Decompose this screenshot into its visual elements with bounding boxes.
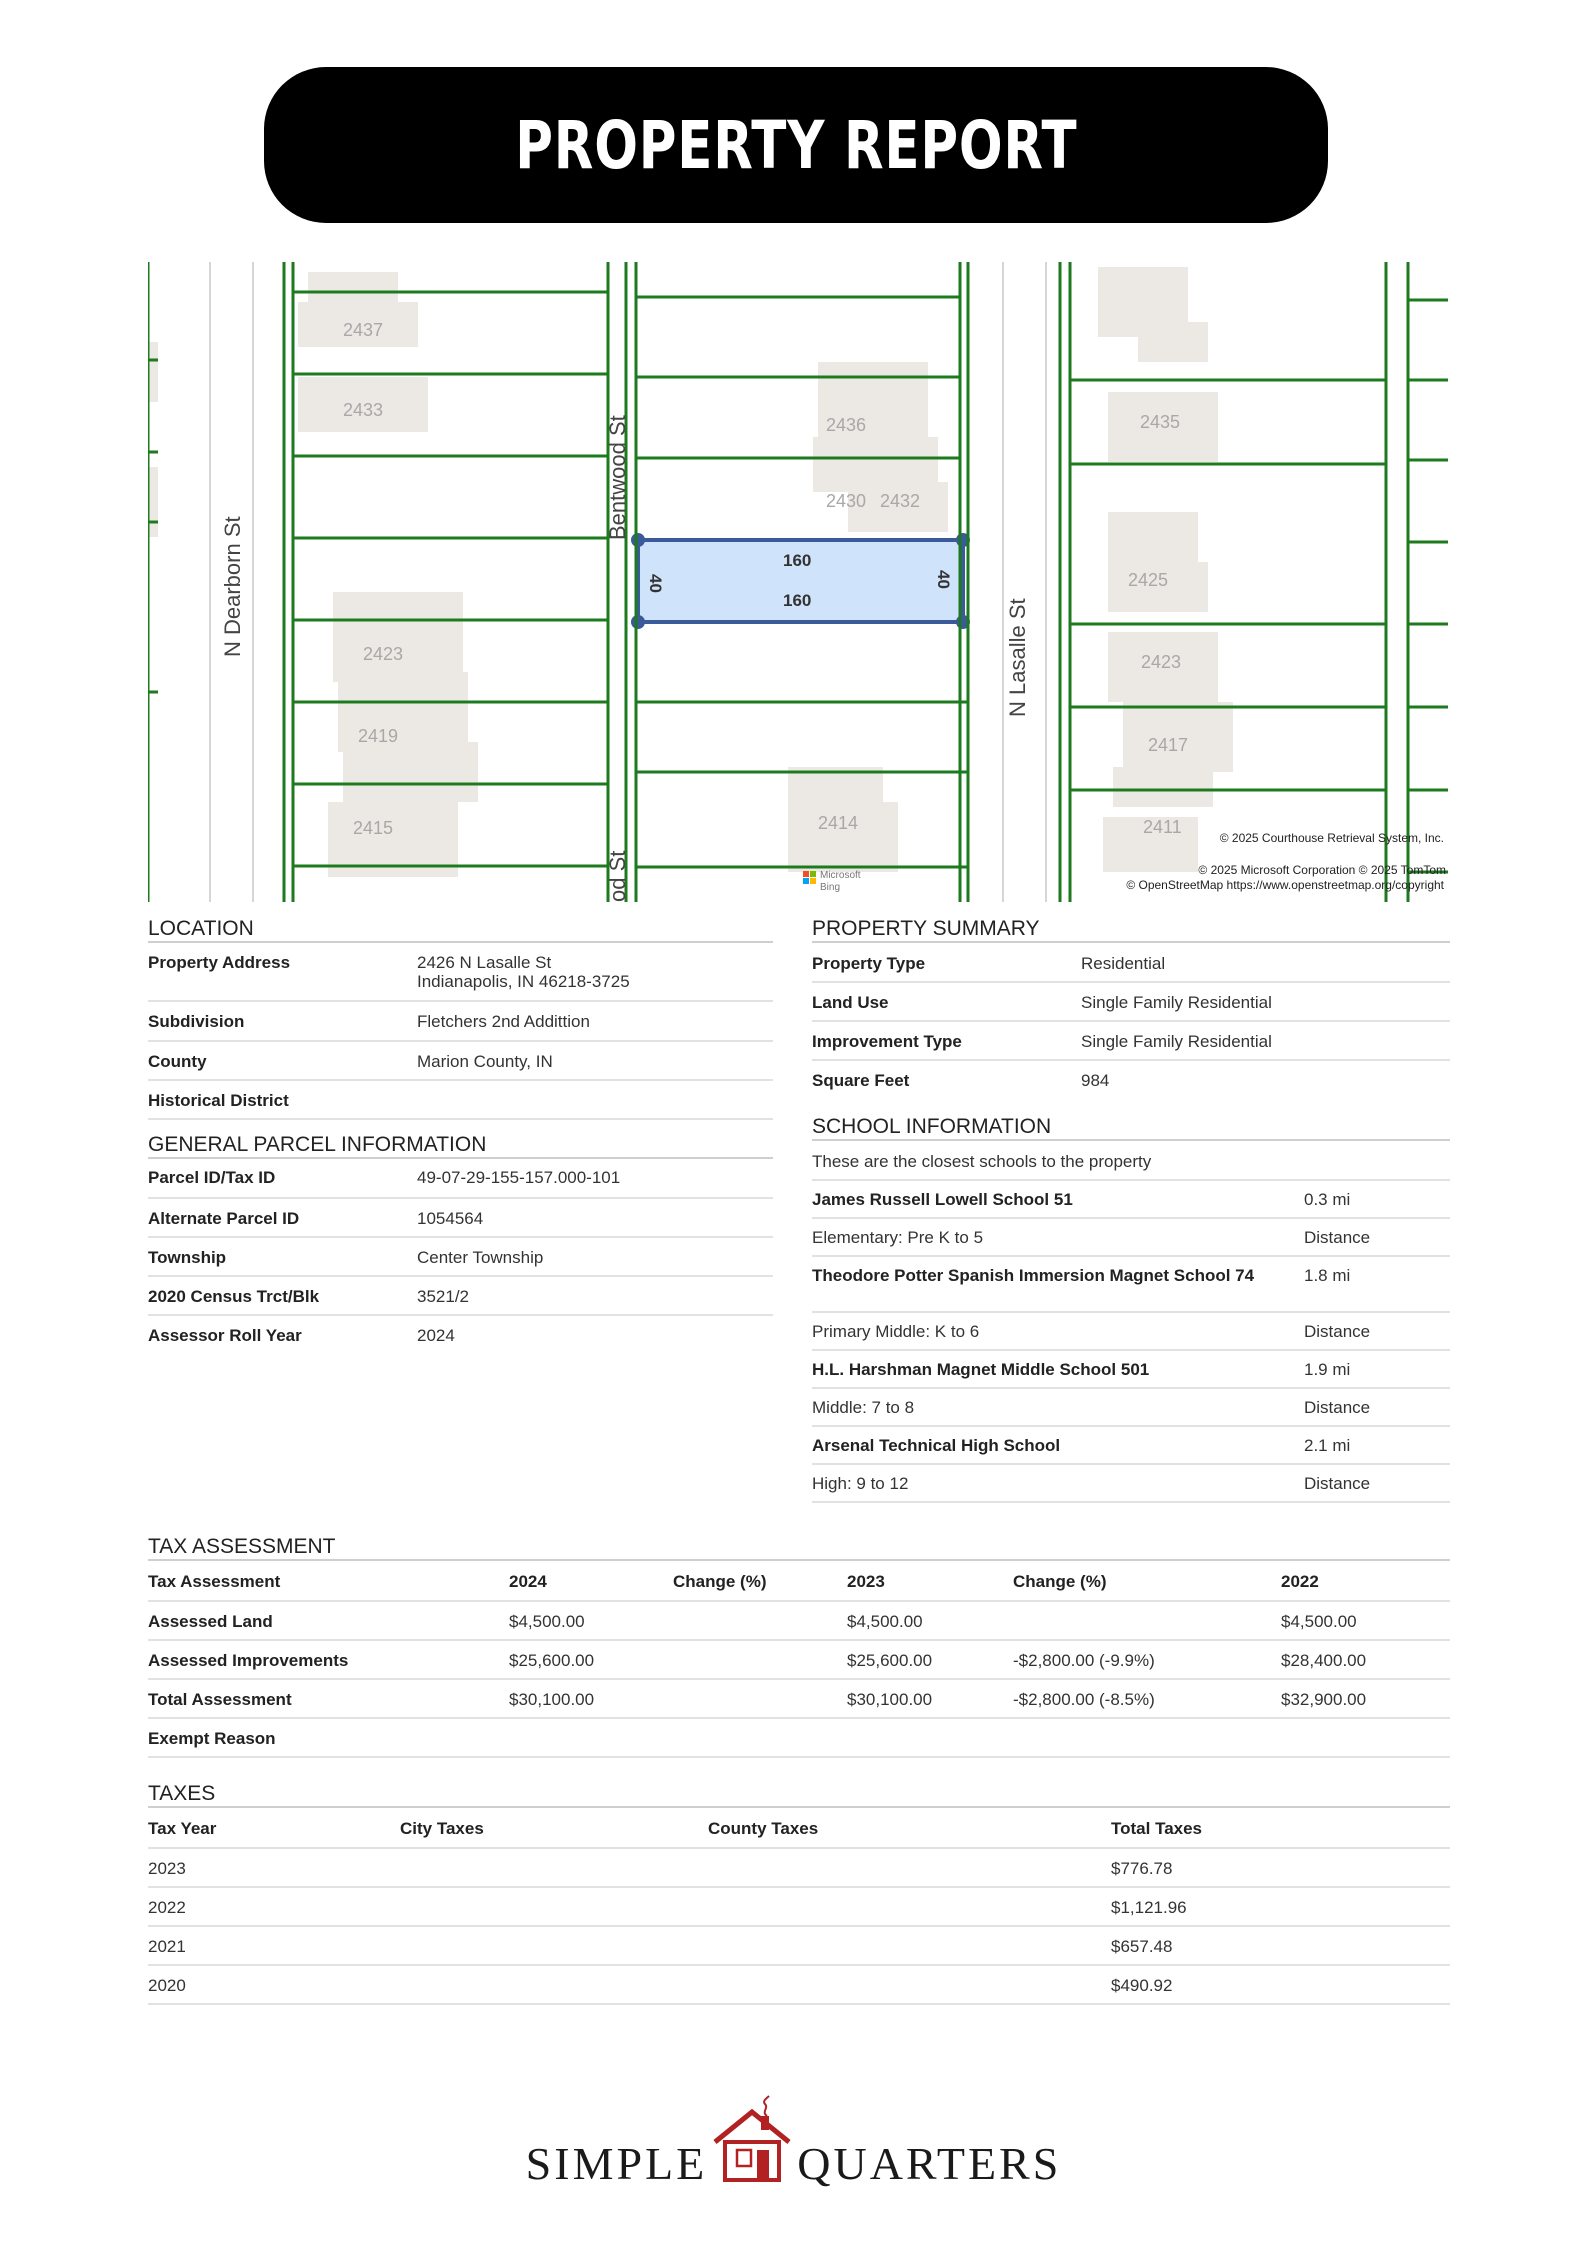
report-title: PROPERTY REPORT	[514, 106, 1078, 184]
row-label: Exempt Reason	[148, 1729, 276, 1748]
house-number: 2417	[1148, 735, 1189, 755]
parcel-vertex	[631, 533, 645, 547]
house-number: 2415	[353, 818, 394, 838]
taxes-title: TAXES	[148, 1782, 216, 1805]
parcel-title: GENERAL PARCEL INFORMATION	[148, 1133, 487, 1156]
school-distance: 2.1 mi	[1304, 1436, 1351, 1455]
school-grade-row	[812, 1389, 1450, 1427]
address-line-2: Indianapolis, IN 46218-3725	[417, 972, 630, 991]
lot-dim-bottom: 160	[783, 591, 812, 610]
map-provider-sub: Bing	[820, 882, 841, 893]
cell: $25,600.00	[509, 1651, 595, 1670]
door	[757, 2150, 769, 2180]
column-header: Tax Year	[148, 1819, 217, 1838]
distance-label: Distance	[1304, 1322, 1371, 1341]
summary-table	[812, 945, 1450, 1100]
cell: $25,600.00	[847, 1651, 933, 1670]
row-label: Improvement Type	[812, 1032, 962, 1051]
cell: -$2,800.00 (-9.9%)	[1013, 1651, 1155, 1670]
microsoft-logo-icon	[803, 871, 816, 884]
row-label: Township	[148, 1248, 227, 1267]
schools-title: SCHOOL INFORMATION	[812, 1115, 1052, 1138]
school-name: Arsenal Technical High School	[812, 1436, 1061, 1455]
school-name: H.L. Harshman Magnet Middle School 501	[812, 1360, 1150, 1379]
street-label-dearborn: N Dearborn St	[220, 516, 245, 657]
table-row	[148, 1160, 773, 1199]
column-header: 2022	[1281, 1572, 1319, 1591]
report-banner	[264, 67, 1328, 223]
row-value: 2024	[417, 1326, 455, 1345]
location-table	[148, 945, 773, 1120]
lot-dim-left: 40	[646, 574, 665, 593]
section-rule	[148, 941, 773, 943]
table-row	[148, 1042, 773, 1081]
table-header-row	[148, 1563, 1450, 1602]
house-number: 2432	[880, 491, 921, 511]
cell: $490.92	[1111, 1976, 1173, 1995]
house-number: 2423	[1141, 652, 1182, 672]
row-value: 1054564	[417, 1209, 484, 1228]
row-value: 984	[1081, 1071, 1110, 1090]
table-row	[148, 1641, 1450, 1680]
row-value: Residential	[1081, 954, 1166, 973]
attribution-line: © 2025 Courthouse Retrieval System, Inc.	[1219, 831, 1444, 845]
parcel-map[interactable]	[148, 262, 1448, 902]
logo-square	[810, 871, 816, 877]
row-value: Single Family Residential	[1081, 1032, 1272, 1051]
tax-assessment-table	[148, 1563, 1450, 1758]
row-value: Fletchers 2nd Addittion	[417, 1012, 590, 1031]
cell: $4,500.00	[509, 1612, 585, 1631]
column-header: Total Taxes	[1111, 1819, 1203, 1838]
window	[737, 2150, 751, 2166]
row-label: Parcel ID/Tax ID	[148, 1168, 276, 1187]
school-distance: 0.3 mi	[1304, 1190, 1351, 1209]
row-value	[417, 953, 630, 991]
table-row	[148, 1602, 1450, 1641]
cell: $657.48	[1111, 1937, 1173, 1956]
street-label-lasalle: N Lasalle St	[1005, 598, 1030, 717]
section-rule	[148, 1157, 773, 1159]
table-row	[812, 1022, 1450, 1061]
row-value: 49-07-29-155-157.000-101	[417, 1168, 621, 1187]
house-number: 2411	[1143, 817, 1182, 837]
cell: $1,121.96	[1111, 1898, 1187, 1917]
table-row	[812, 1061, 1450, 1100]
chimney-smoke	[764, 2096, 769, 2116]
column-header: County Taxes	[708, 1819, 819, 1838]
parcel-table	[148, 1160, 773, 1355]
cell: $28,400.00	[1281, 1651, 1367, 1670]
cell: $4,500.00	[847, 1612, 923, 1631]
attribution-line: © OpenStreetMap https://www.openstreetmap.org/copyright	[1126, 878, 1444, 892]
building	[333, 592, 463, 682]
distance-label: Distance	[1304, 1228, 1371, 1247]
school-grade: Elementary: Pre K to 5	[812, 1228, 984, 1247]
attribution-line: © 2025 Microsoft Corporation © 2025 TomTom	[1198, 863, 1446, 877]
summary-title: PROPERTY SUMMARY	[812, 917, 1040, 940]
street-label-bentwood: Bentwood St	[605, 415, 630, 540]
table-row	[148, 1316, 773, 1355]
column-header: 2024	[509, 1572, 547, 1591]
row-label: Alternate Parcel ID	[148, 1209, 300, 1228]
table-header-row	[148, 1810, 1450, 1849]
school-name-row	[812, 1427, 1450, 1465]
house-number: 2425	[1128, 570, 1169, 590]
table-row	[148, 1966, 1450, 2005]
cell: $30,100.00	[847, 1690, 933, 1709]
brand-word-left: SIMPLE	[525, 2138, 708, 2189]
tax-assessment-title: TAX ASSESSMENT	[148, 1535, 336, 1558]
school-name-row	[812, 1351, 1450, 1389]
cell: 2023	[148, 1859, 186, 1878]
house-number: 2433	[343, 400, 384, 420]
school-grade-row	[812, 1219, 1450, 1257]
school-name-row	[812, 1181, 1450, 1219]
row-label: Subdivision	[148, 1012, 245, 1031]
building	[343, 742, 478, 802]
building	[1138, 322, 1208, 362]
lot-dim-right: 40	[934, 570, 953, 589]
table-row	[148, 1888, 1450, 1927]
address-line-1: 2426 N Lasalle St	[417, 953, 552, 972]
section-rule	[812, 1139, 1450, 1141]
table-row	[148, 1277, 773, 1316]
school-distance: 1.9 mi	[1304, 1360, 1351, 1379]
school-distance: 1.8 mi	[1304, 1266, 1351, 1285]
column-header: Tax Assessment	[148, 1572, 281, 1591]
table-row	[148, 1002, 773, 1042]
table-row	[148, 945, 773, 1002]
table-row	[148, 1927, 1450, 1966]
house-number: 2419	[358, 726, 399, 746]
cell: $32,900.00	[1281, 1690, 1367, 1709]
street-label-partial: od St	[605, 850, 630, 902]
house-number: 2437	[343, 320, 384, 340]
school-grade: Middle: 7 to 8	[812, 1398, 915, 1417]
distance-label: Distance	[1304, 1398, 1371, 1417]
school-grade: High: 9 to 12	[812, 1474, 909, 1493]
building	[1113, 767, 1213, 807]
row-label: Assessed Improvements	[148, 1651, 349, 1670]
map-canvas	[148, 262, 1448, 902]
logo-square	[803, 871, 809, 877]
row-label: Land Use	[812, 993, 889, 1012]
row-label: Property Type	[812, 954, 926, 973]
section-rule	[148, 1806, 1450, 1808]
table-row	[148, 1680, 1450, 1719]
schools-subtitle-row	[812, 1143, 1450, 1181]
school-name: Theodore Potter Spanish Immersion Magnet School 74	[812, 1266, 1255, 1285]
row-value: 3521/2	[417, 1287, 469, 1306]
column-header: 2023	[847, 1572, 885, 1591]
table-row	[812, 983, 1450, 1022]
table-row	[148, 1719, 1450, 1758]
cell: 2022	[148, 1898, 186, 1917]
location-title: LOCATION	[148, 917, 254, 940]
row-label: 2020 Census Trct/Blk	[148, 1287, 320, 1306]
brand-word-right: QUARTERS	[797, 2138, 1062, 2189]
column-header: City Taxes	[400, 1819, 484, 1838]
cell: 2020	[148, 1976, 186, 1995]
row-value: Single Family Residential	[1081, 993, 1272, 1012]
school-name-row	[812, 1257, 1450, 1313]
section-rule	[812, 941, 1450, 943]
school-grade-row	[812, 1465, 1450, 1503]
row-label: Property Address	[148, 953, 291, 972]
row-label: Assessed Land	[148, 1612, 273, 1631]
brand-logo	[0, 2090, 1587, 2190]
taxes-table	[148, 1810, 1450, 2005]
column-header: Change (%)	[673, 1572, 767, 1591]
table-row	[148, 1849, 1450, 1888]
table-row	[148, 1081, 773, 1120]
table-row	[148, 1199, 773, 1238]
roof	[715, 2112, 789, 2142]
house-icon	[711, 2090, 793, 2184]
logo-square	[810, 878, 816, 884]
cell: -$2,800.00 (-8.5%)	[1013, 1690, 1155, 1709]
logo-square	[803, 878, 809, 884]
school-name: James Russell Lowell School 51	[812, 1190, 1073, 1209]
row-label: County	[148, 1052, 207, 1071]
row-label: Total Assessment	[148, 1690, 292, 1709]
distance-label: Distance	[1304, 1474, 1371, 1493]
column-header: Change (%)	[1013, 1572, 1107, 1591]
parcel-vertex	[631, 615, 645, 629]
house-number: 2423	[363, 644, 404, 664]
lot-dim-top: 160	[783, 551, 812, 570]
house-number: 2414	[818, 813, 859, 833]
house-number: 2430	[826, 491, 867, 511]
row-value: Center Township	[417, 1248, 544, 1267]
cell: $30,100.00	[509, 1690, 595, 1709]
cell: $4,500.00	[1281, 1612, 1357, 1631]
row-label: Assessor Roll Year	[148, 1326, 302, 1345]
row-label: Square Feet	[812, 1071, 910, 1090]
cell: 2021	[148, 1937, 186, 1956]
cell: $776.78	[1111, 1859, 1173, 1878]
school-grade-row	[812, 1313, 1450, 1351]
row-label: Historical District	[148, 1091, 289, 1110]
schools-subtitle: These are the closest schools to the property	[812, 1152, 1152, 1171]
map-provider: Microsoft	[820, 870, 861, 881]
section-rule	[148, 1559, 1450, 1561]
school-grade: Primary Middle: K to 6	[812, 1322, 980, 1341]
row-value: Marion County, IN	[417, 1052, 553, 1071]
table-row	[812, 945, 1450, 983]
schools-table	[812, 1143, 1450, 1503]
house-number: 2436	[826, 415, 867, 435]
table-row	[148, 1238, 773, 1277]
house-number: 2435	[1140, 412, 1181, 432]
